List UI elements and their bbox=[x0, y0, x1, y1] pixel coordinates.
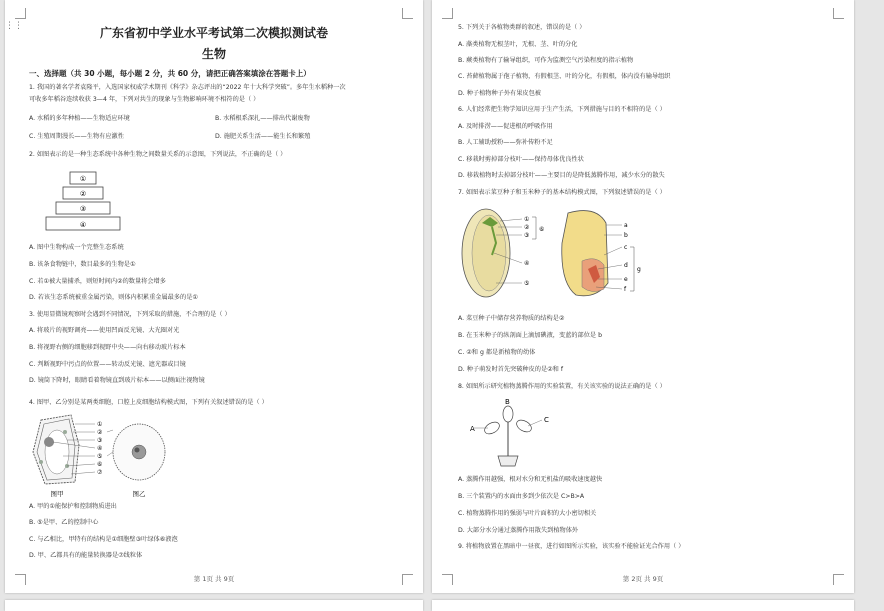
seed-diagram bbox=[456, 203, 646, 303]
answer-option: B. 蕨类植物有了输导组织，可作为监测空气污染程度的指示植物 bbox=[458, 57, 634, 64]
plant-experiment-diagram bbox=[468, 398, 568, 468]
answer-option: A. 菜豆种子中储存营养物质的结构是② bbox=[458, 315, 565, 322]
pyramid-label: ① bbox=[79, 175, 87, 183]
crop-mark bbox=[402, 8, 413, 19]
seed-label: a bbox=[624, 222, 628, 229]
seed-label: ④ bbox=[524, 260, 530, 267]
question-text: 6. 人们经常把生物学知识应用于生产生活，下列措施与目的不相符的是（ ） bbox=[458, 106, 666, 113]
crop-mark bbox=[15, 8, 26, 19]
pyramid-diagram bbox=[43, 166, 123, 234]
page-footer: 第 1页 共 9页 bbox=[193, 575, 235, 583]
question-text: 1. 我国的著名学者袁隆平，入选国家权威学术期刊《科学》杂志评出的“2022 年十大科学突破”。多年生水稻种一次 bbox=[29, 84, 346, 91]
seed-label: c bbox=[624, 244, 628, 251]
question-text: 4. 图甲、乙分别是某两类细胞，口腔上皮细胞结构模式图，下列有关叙述错误的是（ ） bbox=[29, 399, 268, 406]
answer-option: A. 蒸腾作用越强，根对水分和无机盐的吸收速度越快 bbox=[458, 476, 603, 483]
answer-option: B. 在玉米种子的纵剖面上滴加碘液，变蓝的部位是 b bbox=[458, 332, 603, 339]
answer-option: C. 移栽时剪掉部分枝叶——保持母体优良性状 bbox=[458, 156, 584, 163]
cell-label: ② bbox=[97, 429, 103, 436]
seed-label: g bbox=[637, 266, 641, 273]
answer-option: A. 甲的①能保护和控制物质进出 bbox=[29, 503, 117, 510]
cell-label: ① bbox=[97, 421, 103, 428]
seed-label: ② bbox=[524, 224, 530, 231]
answer-option: D. 大部分水分通过蒸腾作用散失到植物体外 bbox=[458, 527, 579, 534]
cell-label: ⑤ bbox=[97, 453, 103, 460]
answer-option: B. 人工辅助授粉——弥补传粉不足 bbox=[458, 139, 553, 146]
cell-caption: 图甲 bbox=[50, 490, 64, 498]
question-text: 9. 将植物放置在黑暗中一昼夜，进行如图所示实验，该实验不能验证光合作用（ ） bbox=[458, 543, 685, 550]
cell-caption: 图乙 bbox=[132, 490, 146, 498]
answer-option: D. 若该生态系统被重金属污染，则体内积累重金属最多的是① bbox=[29, 294, 198, 301]
seed-label: b bbox=[624, 232, 628, 239]
answer-option: A. 及时排涝——促进根的呼吸作用 bbox=[458, 123, 553, 130]
seed-label: f bbox=[624, 286, 627, 293]
exam-subject: 生物 bbox=[201, 47, 226, 61]
answer-option: A. 水稻的多年种植——生物适应环境 bbox=[29, 115, 130, 122]
next-page-edge bbox=[5, 600, 423, 611]
answer-option: D. 甲、乙都具有的能量转换器是⑦线粒体 bbox=[29, 552, 143, 559]
seed-label: d bbox=[624, 262, 628, 269]
cell-label: ④ bbox=[97, 445, 103, 452]
plant-label: A bbox=[470, 425, 475, 433]
cell-label: ③ bbox=[97, 437, 103, 444]
answer-option: A. 图中生物构成一个完整生态系统 bbox=[29, 244, 124, 251]
answer-option: C. 与乙相比，甲特有的结构是①细胞壁③叶绿体⑥液泡 bbox=[29, 536, 178, 543]
cell-diagram bbox=[27, 410, 177, 500]
answer-option: C. 生殖周期漫长——生物有应激性 bbox=[29, 133, 124, 140]
answer-option: D. 种子萌发时首先突破种皮的是②和 f bbox=[458, 366, 564, 373]
document-page-2 bbox=[432, 0, 854, 593]
cell-label: ⑦ bbox=[97, 469, 103, 476]
seed-label: ③ bbox=[524, 232, 530, 239]
answer-option: D. 施肥关系生活——能生长和繁殖 bbox=[215, 133, 311, 140]
document-page-1 bbox=[5, 0, 423, 593]
answer-option: A. 藻类植物无根茎叶，无根、茎、叶的分化 bbox=[458, 41, 578, 48]
seed-label: ⑤ bbox=[524, 280, 530, 287]
answer-option: C. 植物蒸腾作用的强弱与叶片面积的大小密切相关 bbox=[458, 510, 597, 517]
crop-mark bbox=[442, 8, 453, 19]
answer-option: B. 水稻根系深扎——排出代谢废物 bbox=[215, 115, 310, 122]
section-heading: 一、选择题（共 30 小题，每小题 2 分，共 60 分，请把正确答案填涂在答题卡上） bbox=[29, 69, 311, 78]
answer-option: C. 判断视野中污点的位置——转动反光镜、遮光器或目镜 bbox=[29, 361, 186, 368]
seed-label: ① bbox=[524, 216, 530, 223]
answer-option: B. ⑤是甲、乙的控制中心 bbox=[29, 519, 99, 526]
answer-option: D. 移栽植物时去掉部分枝叶——主要目的是降低蒸腾作用，减少水分的散失 bbox=[458, 172, 665, 179]
answer-option: B. 将视野右侧的细胞移到视野中央——向右移动玻片标本 bbox=[29, 344, 186, 351]
crop-mark bbox=[833, 8, 844, 19]
question-text: 2. 如图表示的是一种生态系统中各种生物之间数量关系的示意图，下列说法，不正确的是（ ） bbox=[29, 151, 287, 158]
plant-label: B bbox=[505, 398, 510, 406]
question-text: 3. 使用显微镜观察时会遇到不同情况，下列采取的措施，不合理的是（ ） bbox=[29, 311, 231, 318]
answer-option: C. 若①被大量捕杀，则短时间内②的数量将会增多 bbox=[29, 278, 166, 285]
plant-label: C bbox=[544, 416, 549, 424]
question-text: 8. 如图所示研究植物蒸腾作用的实验装置，有关该实验的说法正确的是（ ） bbox=[458, 383, 666, 390]
drag-handle-icon[interactable]: ⋮⋮ bbox=[5, 21, 23, 31]
seed-label: ⑥ bbox=[539, 226, 545, 233]
exam-title: 广东省初中学业水平考试第二次模拟测试卷 bbox=[99, 26, 328, 40]
answer-option: C. ②和 g 都是新植物的幼体 bbox=[458, 349, 536, 356]
answer-option: A. 将玻片的视野调亮——使用凹面反光镜、大光圈对光 bbox=[29, 327, 180, 334]
page-footer: 第 2页 共 9页 bbox=[622, 575, 664, 583]
next-page-edge bbox=[432, 600, 854, 611]
seed-label: e bbox=[624, 276, 628, 283]
answer-option: B. 该条食物链中，数目最多的生物是① bbox=[29, 261, 136, 268]
pyramid-label: ② bbox=[79, 190, 87, 198]
pyramid-label: ④ bbox=[79, 221, 87, 229]
answer-option: D. 种子植物种子外有果皮包被 bbox=[458, 90, 541, 97]
answer-option: C. 苔藓植物属于孢子植物，有假根茎、叶的分化，有假根，体内没有输导组织 bbox=[458, 73, 671, 80]
cell-label: ⑥ bbox=[97, 461, 103, 468]
question-text: 可收多年稻谷连续收获 3—4 年，下列对共生的现象与生物影响环境不相符的是（ ） bbox=[29, 96, 260, 103]
answer-option: B. 三个装置内的水面由多到少依次是 C>B>A bbox=[458, 493, 585, 500]
question-text: 7. 如图表示菜豆种子和玉米种子的基本结构模式图，下列叙述错误的是（ ） bbox=[458, 189, 666, 196]
answer-option: D. 镜筒下降时，眼睛看着物镜直到玻片标本——以侧面注视物镜 bbox=[29, 377, 205, 384]
question-text: 5. 下列关于各植物类群的叙述，错误的是（ ） bbox=[458, 24, 586, 31]
pyramid-label: ③ bbox=[79, 205, 87, 213]
